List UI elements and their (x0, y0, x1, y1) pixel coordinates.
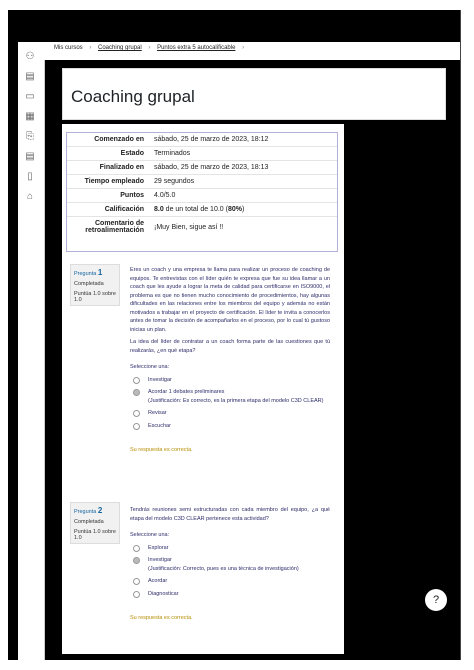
question-score: Puntúa 1.0 sobre 1.0 (74, 529, 116, 541)
option-justification: (Justificación: Es correcto, es la primera etapa del modelo C3D CLEAR) (148, 397, 324, 404)
answer-option[interactable] (130, 422, 330, 431)
summary-label: Comentario de retroalimentación (85, 220, 144, 234)
mobile-icon[interactable]: ▯ (27, 171, 33, 182)
question-state: Completada (74, 281, 104, 287)
quiz-review (62, 124, 344, 654)
question-info (70, 264, 120, 306)
radio-button[interactable] (133, 389, 140, 396)
question-number: 2 (97, 506, 103, 515)
question-content (130, 506, 330, 623)
calendar-icon[interactable]: ▦ (25, 111, 35, 122)
answer-option-selected[interactable] (130, 388, 330, 405)
summary-value (149, 203, 337, 217)
question-prefix: Pregunta (74, 271, 97, 277)
radio-button[interactable] (133, 423, 140, 430)
summary-row (67, 203, 337, 217)
summary-row (67, 217, 337, 238)
summary-value: 29 segundos (149, 175, 337, 189)
dashboard-icon[interactable]: ▤ (25, 71, 35, 82)
question-prefix: Pregunta (74, 509, 97, 515)
summary-label: Puntos (67, 189, 149, 203)
answer-option[interactable] (130, 577, 330, 586)
summary-label: Tiempo empleado (67, 175, 149, 189)
breadcrumb-bar (44, 42, 460, 60)
radio-button[interactable] (133, 377, 140, 384)
page-title: Coaching grupal (71, 87, 195, 106)
answer-option[interactable] (130, 544, 330, 553)
summary-label: Comenzado en (67, 133, 149, 147)
breadcrumb (54, 45, 249, 51)
grade-end: ) (241, 206, 245, 213)
answer-option-selected[interactable] (130, 556, 330, 573)
summary-row (67, 175, 337, 189)
attempt-summary (66, 132, 338, 252)
option-label: Acordar (148, 578, 168, 585)
radio-button[interactable] (133, 578, 140, 585)
summary-row (67, 161, 337, 175)
answer-option[interactable] (130, 376, 330, 385)
question-prompt: La idea del líder de contratar a un coach forma parte de las cuestiones que tú realizarás, ¿en qué etapa? (130, 339, 330, 354)
option-label: Diagnosticar (148, 590, 179, 597)
grade-percent: 80% (227, 206, 242, 213)
option-label: Investigar (148, 557, 172, 564)
option-label: Escuchar (148, 422, 171, 429)
radio-button[interactable] (133, 545, 140, 552)
files-icon[interactable]: ⎘ (26, 131, 34, 142)
option-label: Acordar 1 debates preliminares (148, 389, 225, 396)
summary-label: Finalizado en (67, 161, 149, 175)
messages-icon[interactable]: ▤ (25, 151, 35, 162)
question-number: 1 (97, 268, 103, 277)
summary-label: Calificación (67, 203, 149, 217)
breadcrumb-home[interactable]: Mis cursos (54, 45, 83, 51)
graduation-cap-icon[interactable]: ⌂ (26, 191, 34, 202)
feedback-text: Su respuesta es correcta. (130, 447, 193, 454)
breadcrumb-course[interactable]: Coaching grupal (98, 45, 142, 51)
question-score: Puntúa 1.0 sobre 1.0 (74, 291, 116, 303)
summary-row (67, 147, 337, 161)
chevron-right-icon: › (89, 45, 92, 51)
summary-value: Terminados (149, 147, 337, 161)
select-label: Seleccione una: (130, 532, 170, 539)
grade-total: de un total de 10.0 ( (163, 206, 228, 213)
summary-row (67, 189, 337, 203)
breadcrumb-section[interactable]: Puntos extra 5 autocalificable (157, 45, 236, 51)
option-label: Explorar (148, 544, 169, 551)
question-state: Completada (74, 519, 104, 525)
option-justification: (Justificación: Correcto, pues es una técnica de investigación) (148, 565, 299, 572)
answer-option[interactable] (130, 590, 330, 599)
folder-icon[interactable]: ▭ (25, 91, 35, 102)
option-label: Investigar (148, 376, 172, 383)
radio-button[interactable] (133, 557, 140, 564)
nav-drawer (18, 42, 45, 660)
summary-value: ¡Muy Bien, sigue así !! (154, 223, 224, 231)
chevron-right-icon: › (242, 45, 245, 51)
chevron-right-icon: › (148, 45, 151, 51)
answer-option[interactable] (130, 409, 330, 418)
select-label: Seleccione una: (130, 364, 170, 371)
summary-value: sábado, 25 de marzo de 2023, 18:13 (149, 161, 337, 175)
question-text: Tendrás reuniones semi estructuradas con cada miembro del equipo, ¿a qué etapa del modelo C3D CLEAR pertenece esta actividad? (130, 507, 330, 522)
summary-label: Estado (67, 147, 149, 161)
summary-value: 4.0/5.0 (149, 189, 337, 203)
user-icon[interactable]: ⚇ (25, 51, 35, 62)
question-text: Eres un coach y una empresa te llama para realizar un proceso de coaching de equipos. Te entrevistas con el líder quién te expresa que fue su idea llamar a un coach que les ayude a lograr la meta de calidad para certificarse en ISO9000, el problema es que no tienen mucho conocimiento de procedimientos, hay algunas dificultades en las relaciones entre los miembros del equipo y además no están motivados a trabajar en el proyecto de certificación. El líder te invita a conocerlos antes de tomar la decisión de acompañarlos en el proceso, por lo cual tú gustoso inicias un plan. (130, 267, 330, 333)
radio-button[interactable] (133, 591, 140, 598)
help-button[interactable]: ? (425, 589, 447, 611)
page-header (62, 68, 446, 120)
option-label: Revisar (148, 410, 167, 417)
radio-button[interactable] (133, 410, 140, 417)
question-content (130, 266, 330, 455)
question-info (70, 502, 120, 544)
feedback-text: Su respuesta es correcta. (130, 615, 193, 622)
grade-value: 8.0 (154, 206, 164, 213)
summary-value: sábado, 25 de marzo de 2023, 18:12 (149, 133, 337, 147)
summary-row (67, 133, 337, 147)
